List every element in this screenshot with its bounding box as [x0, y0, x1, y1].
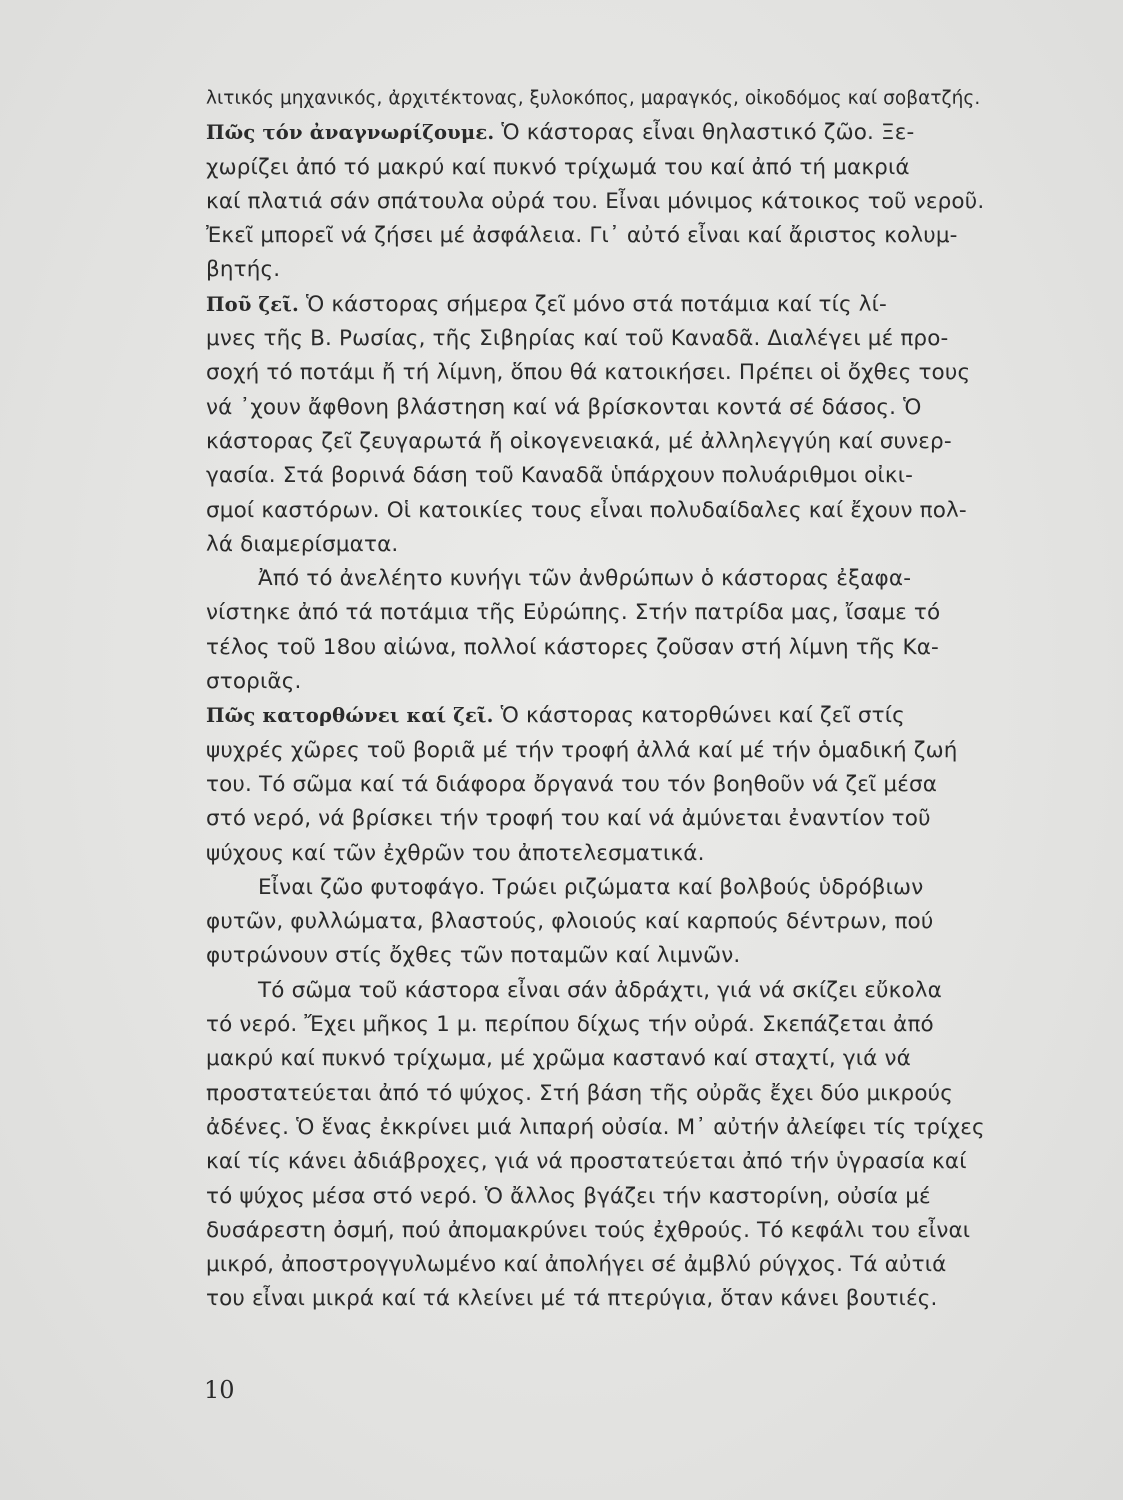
- text-line: [206, 322, 1036, 356]
- line-text: φυτρώνουν στίς ὄχθες τῶν ποταμῶν καί λιμνῶν.: [206, 943, 741, 969]
- text-line: [206, 185, 1036, 219]
- line-text: τό νερό. Ἔχει μῆκος 1 μ. περίπου δίχως τήν οὐρά. Σκεπάζεται ἀπό: [206, 1012, 934, 1038]
- text-line: [206, 974, 1036, 1008]
- text-line: [206, 562, 1036, 596]
- text-line: [206, 665, 1036, 699]
- line-text: μακρύ καί πυκνό τρίχωμα, μέ χρῶμα καστανό καί σταχτί, γιά νά: [206, 1046, 911, 1072]
- text-line: [206, 494, 1036, 528]
- line-text: χωρίζει ἀπό τό μακρύ καί πυκνό τρίχωμά του καί ἀπό τή μακριά: [206, 154, 910, 180]
- line-text: φυτῶν, φυλλώματα, βλαστούς, φλοιούς καί καρπούς δέντρων, πού: [206, 909, 934, 935]
- line-text: νά ᾽χουν ἄφθονη βλάστηση καί νά βρίσκονται κοντά σέ δάσος. Ὁ: [206, 394, 922, 420]
- text-line: [206, 802, 1036, 836]
- line-text: Ἀπό τό ἀνελέητο κυνήγι τῶν ἀνθρώπων ὁ κάστορας ἐξαφα-: [258, 566, 912, 592]
- text-line: [206, 1282, 1036, 1316]
- line-text: σμοί καστόρων. Οἱ κατοικίες τους εἶναι πολυδαίδαλες καί ἔχουν πολ-: [206, 497, 967, 523]
- text-line: [206, 905, 1036, 939]
- text-line: [206, 1180, 1036, 1214]
- line-text: καί πλατιά σάν σπάτουλα οὐρά του. Εἶναι μόνιμος κάτοικος τοῦ νεροῦ.: [206, 188, 985, 214]
- text-line: [206, 459, 1036, 493]
- text-line: [206, 699, 1036, 733]
- line-text: τό ψύχος μέσα στό νερό. Ὁ ἄλλος βγάζει τήν καστορίνη, οὐσία μέ: [206, 1183, 931, 1209]
- text-line: [206, 1214, 1036, 1248]
- text-line: [206, 82, 1036, 116]
- line-text: τέλος τοῦ 18ου αἰώνα, πολλοί κάστορες ζοῦσαν στή λίμνη τῆς Κα-: [206, 634, 939, 660]
- text-line: [206, 288, 1036, 322]
- line-text: Τό σῶμα τοῦ κάστορα εἶναι σάν ἀδράχτι, γιά νά σκίζει εὔκολα: [258, 977, 942, 1003]
- text-line: [206, 1111, 1036, 1145]
- text-line: [206, 871, 1036, 905]
- text-line: [206, 1077, 1036, 1111]
- line-text: Εἶναι ζῶο φυτοφάγο. Τρώει ριζώματα καί βολβούς ὑδρόβιων: [258, 874, 924, 900]
- line-text: γασία. Στά βορινά δάση τοῦ Καναδᾶ ὑπάρχουν πολυάριθμοι οἰκι-: [206, 463, 914, 489]
- line-text: μνες τῆς Β. Ρωσίας, τῆς Σιβηρίας καί τοῦ Καναδᾶ. Διαλέγει μέ προ-: [206, 326, 949, 352]
- line-text: Ἐκεῖ μπορεῖ νά ζήσει μέ ἀσφάλεια. Γι᾽ αὐτό εἶναι καί ἄριστος κολυμ-: [206, 223, 958, 249]
- text-line: [206, 1145, 1036, 1179]
- text-line: [206, 425, 1036, 459]
- line-text: του. Τό σῶμα καί τά διάφορα ὄργανά του τόν βοηθοῦν νά ζεῖ μέσα: [206, 771, 938, 797]
- line-text: ἀδένες. Ὁ ἕνας ἐκκρίνει μιά λιπαρή οὐσία. Μ᾽ αὐτήν ἀλείφει τίς τρίχες: [206, 1114, 985, 1140]
- text-line: [206, 151, 1036, 185]
- line-text: σοχή τό ποτάμι ἤ τή λίμνη, ὅπου θά κατοικήσει. Πρέπει οἱ ὄχθες τους: [206, 360, 971, 386]
- section-heading: Πῶς κατορθώνει καί ζεῖ.: [206, 704, 494, 728]
- section-heading: Πῶς τόν ἀναγνωρίζουμε.: [206, 121, 495, 145]
- text-line: [206, 528, 1036, 562]
- text-line: [206, 1248, 1036, 1282]
- text-line: [206, 219, 1036, 253]
- text-line: [206, 596, 1036, 630]
- line-text: προστατεύεται ἀπό τό ψύχος. Στή βάση τῆς οὐρᾶς ἔχει δύο μικρούς: [206, 1080, 954, 1106]
- line-text: του εἶναι μικρά καί τά κλείνει μέ τά πτερύγια, ὅταν κάνει βουτιές.: [206, 1286, 938, 1312]
- text-line: [206, 939, 1036, 973]
- text-line: [206, 116, 1036, 150]
- text-line: [206, 356, 1036, 390]
- line-text: Ὁ κάστορας κατορθώνει καί ζεῖ στίς: [493, 703, 905, 729]
- text-line: [206, 1008, 1036, 1042]
- text-line: [206, 837, 1036, 871]
- page-number: 10: [204, 1376, 235, 1404]
- line-text: δυσάρεστη ὀσμή, πού ἀπομακρύνει τούς ἐχθρούς. Τό κεφάλι του εἶναι: [206, 1217, 971, 1243]
- line-text: λιτικός μηχανικός, ἀρχιτέκτονας, ξυλοκόπος, μαραγκός, οἰκοδόμος καί σοβατζής.: [206, 88, 981, 109]
- line-text: Ὁ κάστορας σήμερα ζεῖ μόνο στά ποτάμια καί τίς λί-: [298, 291, 887, 317]
- line-text: ψύχους καί τῶν ἐχθρῶν του ἀποτελεσματικά.: [206, 840, 705, 866]
- text-line: [206, 253, 1036, 287]
- text-line: [206, 631, 1036, 665]
- line-text: λά διαμερίσματα.: [206, 531, 399, 557]
- text-line: [206, 734, 1036, 768]
- text-line: [206, 391, 1036, 425]
- text-line: [206, 1042, 1036, 1076]
- body-text: [206, 82, 1036, 1317]
- text-line: [206, 768, 1036, 802]
- line-text: μικρό, ἀποστρογγυλωμένο καί ἀπολήγει σέ ἀμβλύ ρύγχος. Τά αὐτιά: [206, 1252, 947, 1278]
- line-text: στοριᾶς.: [206, 669, 302, 695]
- line-text: βητής.: [206, 257, 281, 283]
- line-text: στό νερό, νά βρίσκει τήν τροφή του καί νά ἀμύνεται ἐναντίον τοῦ: [206, 806, 931, 832]
- line-text: Ὁ κάστορας εἶναι θηλαστικό ζῶο. Ξε-: [494, 120, 915, 146]
- line-text: ψυχρές χῶρες τοῦ βοριᾶ μέ τήν τροφή ἀλλά καί μέ τήν ὁμαδική ζωή: [206, 737, 958, 763]
- line-text: νίστηκε ἀπό τά ποτάμια τῆς Εὐρώπης. Στήν πατρίδα μας, ἴσαμε τό: [206, 600, 941, 626]
- section-heading: Ποῦ ζεῖ.: [206, 292, 299, 316]
- line-text: κάστορας ζεῖ ζευγαρωτά ἤ οἰκογενειακά, μέ ἀλληλεγγύη καί συνερ-: [206, 428, 952, 454]
- line-text: καί τίς κάνει ἀδιάβροχες, γιά νά προστατεύεται ἀπό τήν ὑγρασία καί: [206, 1149, 967, 1175]
